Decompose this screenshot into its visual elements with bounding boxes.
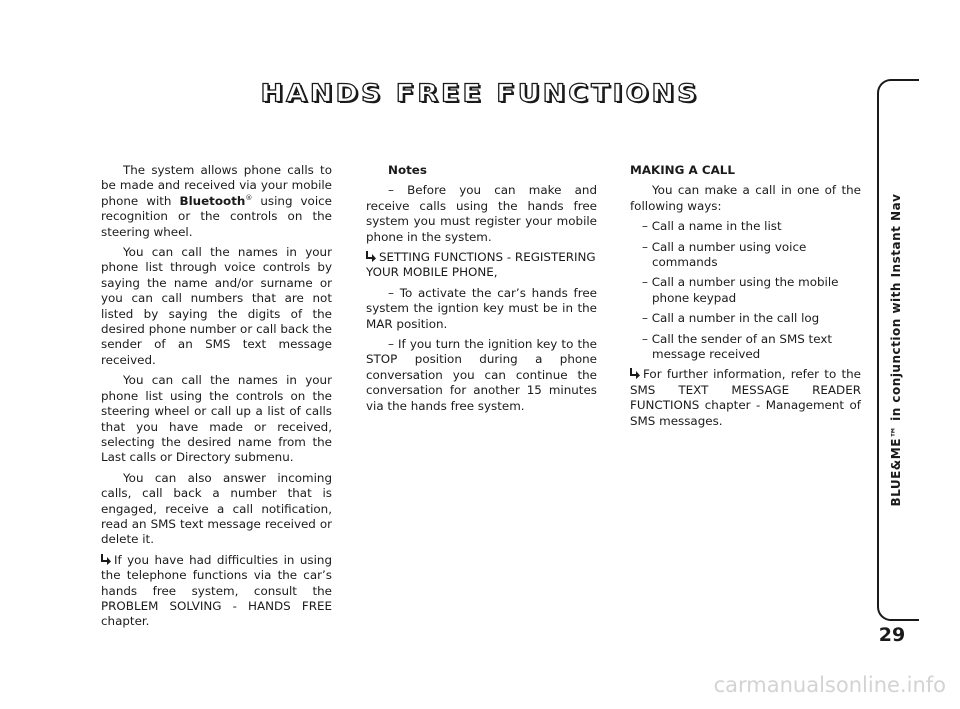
phone-list-wheel-paragraph: You can call the names in your phone list using the controls on the steering wheel or call up a list of calls that you have made or received, selecting the desired name from the Last calls or Directory submenu. [101, 373, 332, 465]
list-item: – Call a number in the call log [642, 311, 820, 326]
notes-heading: Notes [388, 163, 427, 177]
making-a-call-heading: MAKING A CALL [630, 163, 735, 177]
sms-reference [630, 367, 861, 429]
incoming-calls-paragraph: You can also answer incoming calls, call back a number that is engaged, receive a call notification, read an SMS text message received or delete it. [101, 470, 332, 547]
watermark: carmanualsonline.info [713, 673, 946, 697]
phone-list-voice-paragraph: You can call the names in your phone list through voice controls by saying the name and/or surname or you can call numbers that are not listed by saying the digits of the desired phone number or call back the sender of an SMS text message received. [101, 245, 332, 367]
intro-text-b: using voice recognition or the controls on the steering wheel. [101, 193, 332, 239]
bluetooth-term: Bluetooth [179, 193, 246, 208]
register-reference [366, 250, 597, 281]
list-item: – Call a number using the mobile phone keypad [642, 275, 839, 305]
reference-arrow-icon [366, 251, 376, 262]
reference-arrow-icon [101, 554, 111, 565]
problem-solving-reference [101, 553, 332, 630]
stop-position-note: – If you turn the ignition key to the STOP position during a phone conversation you can continue the conversation for another 15 minutes via the hands free system. [366, 337, 597, 413]
reference-arrow-icon [630, 368, 640, 379]
page-title: HANDS FREE FUNCTIONS [260, 79, 700, 108]
list-item: – Call a name in the list [642, 219, 782, 234]
making-a-call-intro: You can make a call in one of the following ways: [630, 183, 861, 213]
list-item: – Call the sender of an SMS text message received [642, 331, 833, 362]
column-making-a-call [630, 163, 861, 434]
column-intro [101, 163, 332, 635]
intro-paragraph [101, 163, 332, 240]
registered-mark: ® [245, 193, 253, 202]
list-item: – Call a number using voice commands [642, 239, 807, 270]
intro-text-a: The system allows phone calls to be made and received via your mobile phone with [101, 163, 332, 208]
problem-solving-text: If you have had difficulties in using the telephone functions via the car’s hands free system, consult the PROBLEM SOLVING - HANDS FREE chapter. [101, 552, 332, 629]
register-note: – Before you can make and receive calls using the hands free system you must register your mobile phone in the system. [366, 183, 597, 244]
side-tab-label: BLUE&ME™ in conjunction with Instant Nav [889, 193, 903, 507]
register-reference-text: SETTING FUNCTIONS - REGISTERING YOUR MOBILE PHONE, [366, 250, 596, 280]
sms-reference-text: For further information, refer to the SMS TEXT MESSAGE READER FUNCTIONS chapter - Management of SMS messages. [630, 367, 861, 428]
column-notes [366, 163, 597, 419]
page-number: 29 [878, 624, 906, 646]
ignition-note: – To activate the car’s hands free system the igntion key must be in the MAR position. [366, 285, 597, 331]
